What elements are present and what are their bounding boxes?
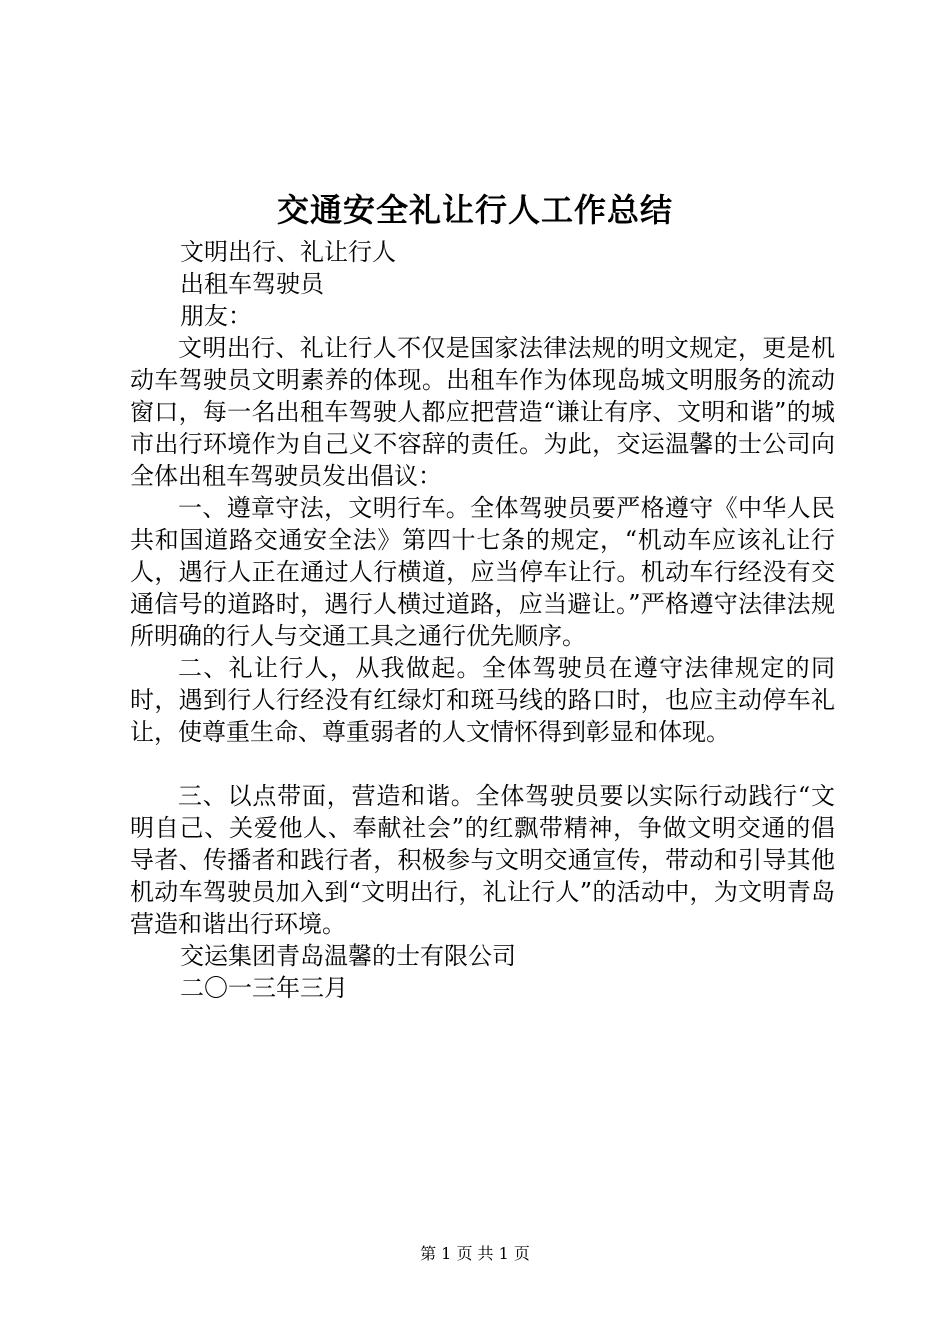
signature: 交运集团青岛温馨的士有限公司 — [180, 942, 516, 970]
proposal-paragraph-2: 二、礼让行人，从我做起。全体驾驶员在遵守法律规定的同时，遇到行人行经没有红绿灯和斑马线的路口时，也应主动停车礼让，使尊重生命、尊重弱者的人文情怀得到彰显和体现。 — [130, 654, 835, 746]
intro-paragraph: 文明出行、礼让行人不仅是国家法律法规的明文规定，更是机动车驾驶员文明素养的体现。出租车作为体现岛城文明服务的流动窗口，每一名出租车驾驶人都应把营造“谦让有序、文明和谐”的城市出行环境作为自己义不容辞的责任。为此，交运温馨的士公司向全体出租车驾驶员发出倡议： — [130, 334, 835, 490]
heading-line-2: 出租车驾驶员 — [180, 270, 324, 298]
date: 二〇一三年三月 — [180, 974, 348, 1002]
proposal-paragraph-1: 一、遵章守法，文明行车。全体驾驶员要严格遵守《中华人民共和国道路交通安全法》第四十七条的规定，“机动车应该礼让行人，遇行人正在通过人行横道，应当停车让行。机动车行经没有交通信号的道路时，遇行人横过道路，应当避让。”严格遵守法律法规所明确的行人与交通工具之通行优先顺序。 — [130, 494, 835, 650]
document-title: 交通安全礼让行人工作总结 — [276, 191, 673, 229]
paragraph-spacer — [130, 748, 835, 780]
heading-line-1: 文明出行、礼让行人 — [180, 238, 396, 266]
salutation: 朋友： — [180, 302, 252, 330]
page-footer: 第 1 页 共 1 页 — [420, 1244, 530, 1263]
proposal-paragraph-3: 三、以点带面，营造和谐。全体驾驶员要以实际行动践行“文明自己、关爱他人、奉献社会”的红飘带精神，争做文明交通的倡导者、传播者和践行者，积极参与文明交通宣传，带动和引导其他机动车驾驶员加入到“文明出行，礼让行人”的活动中，为文明青岛营造和谐出行环境。 — [130, 782, 835, 938]
document-body — [130, 236, 835, 1004]
